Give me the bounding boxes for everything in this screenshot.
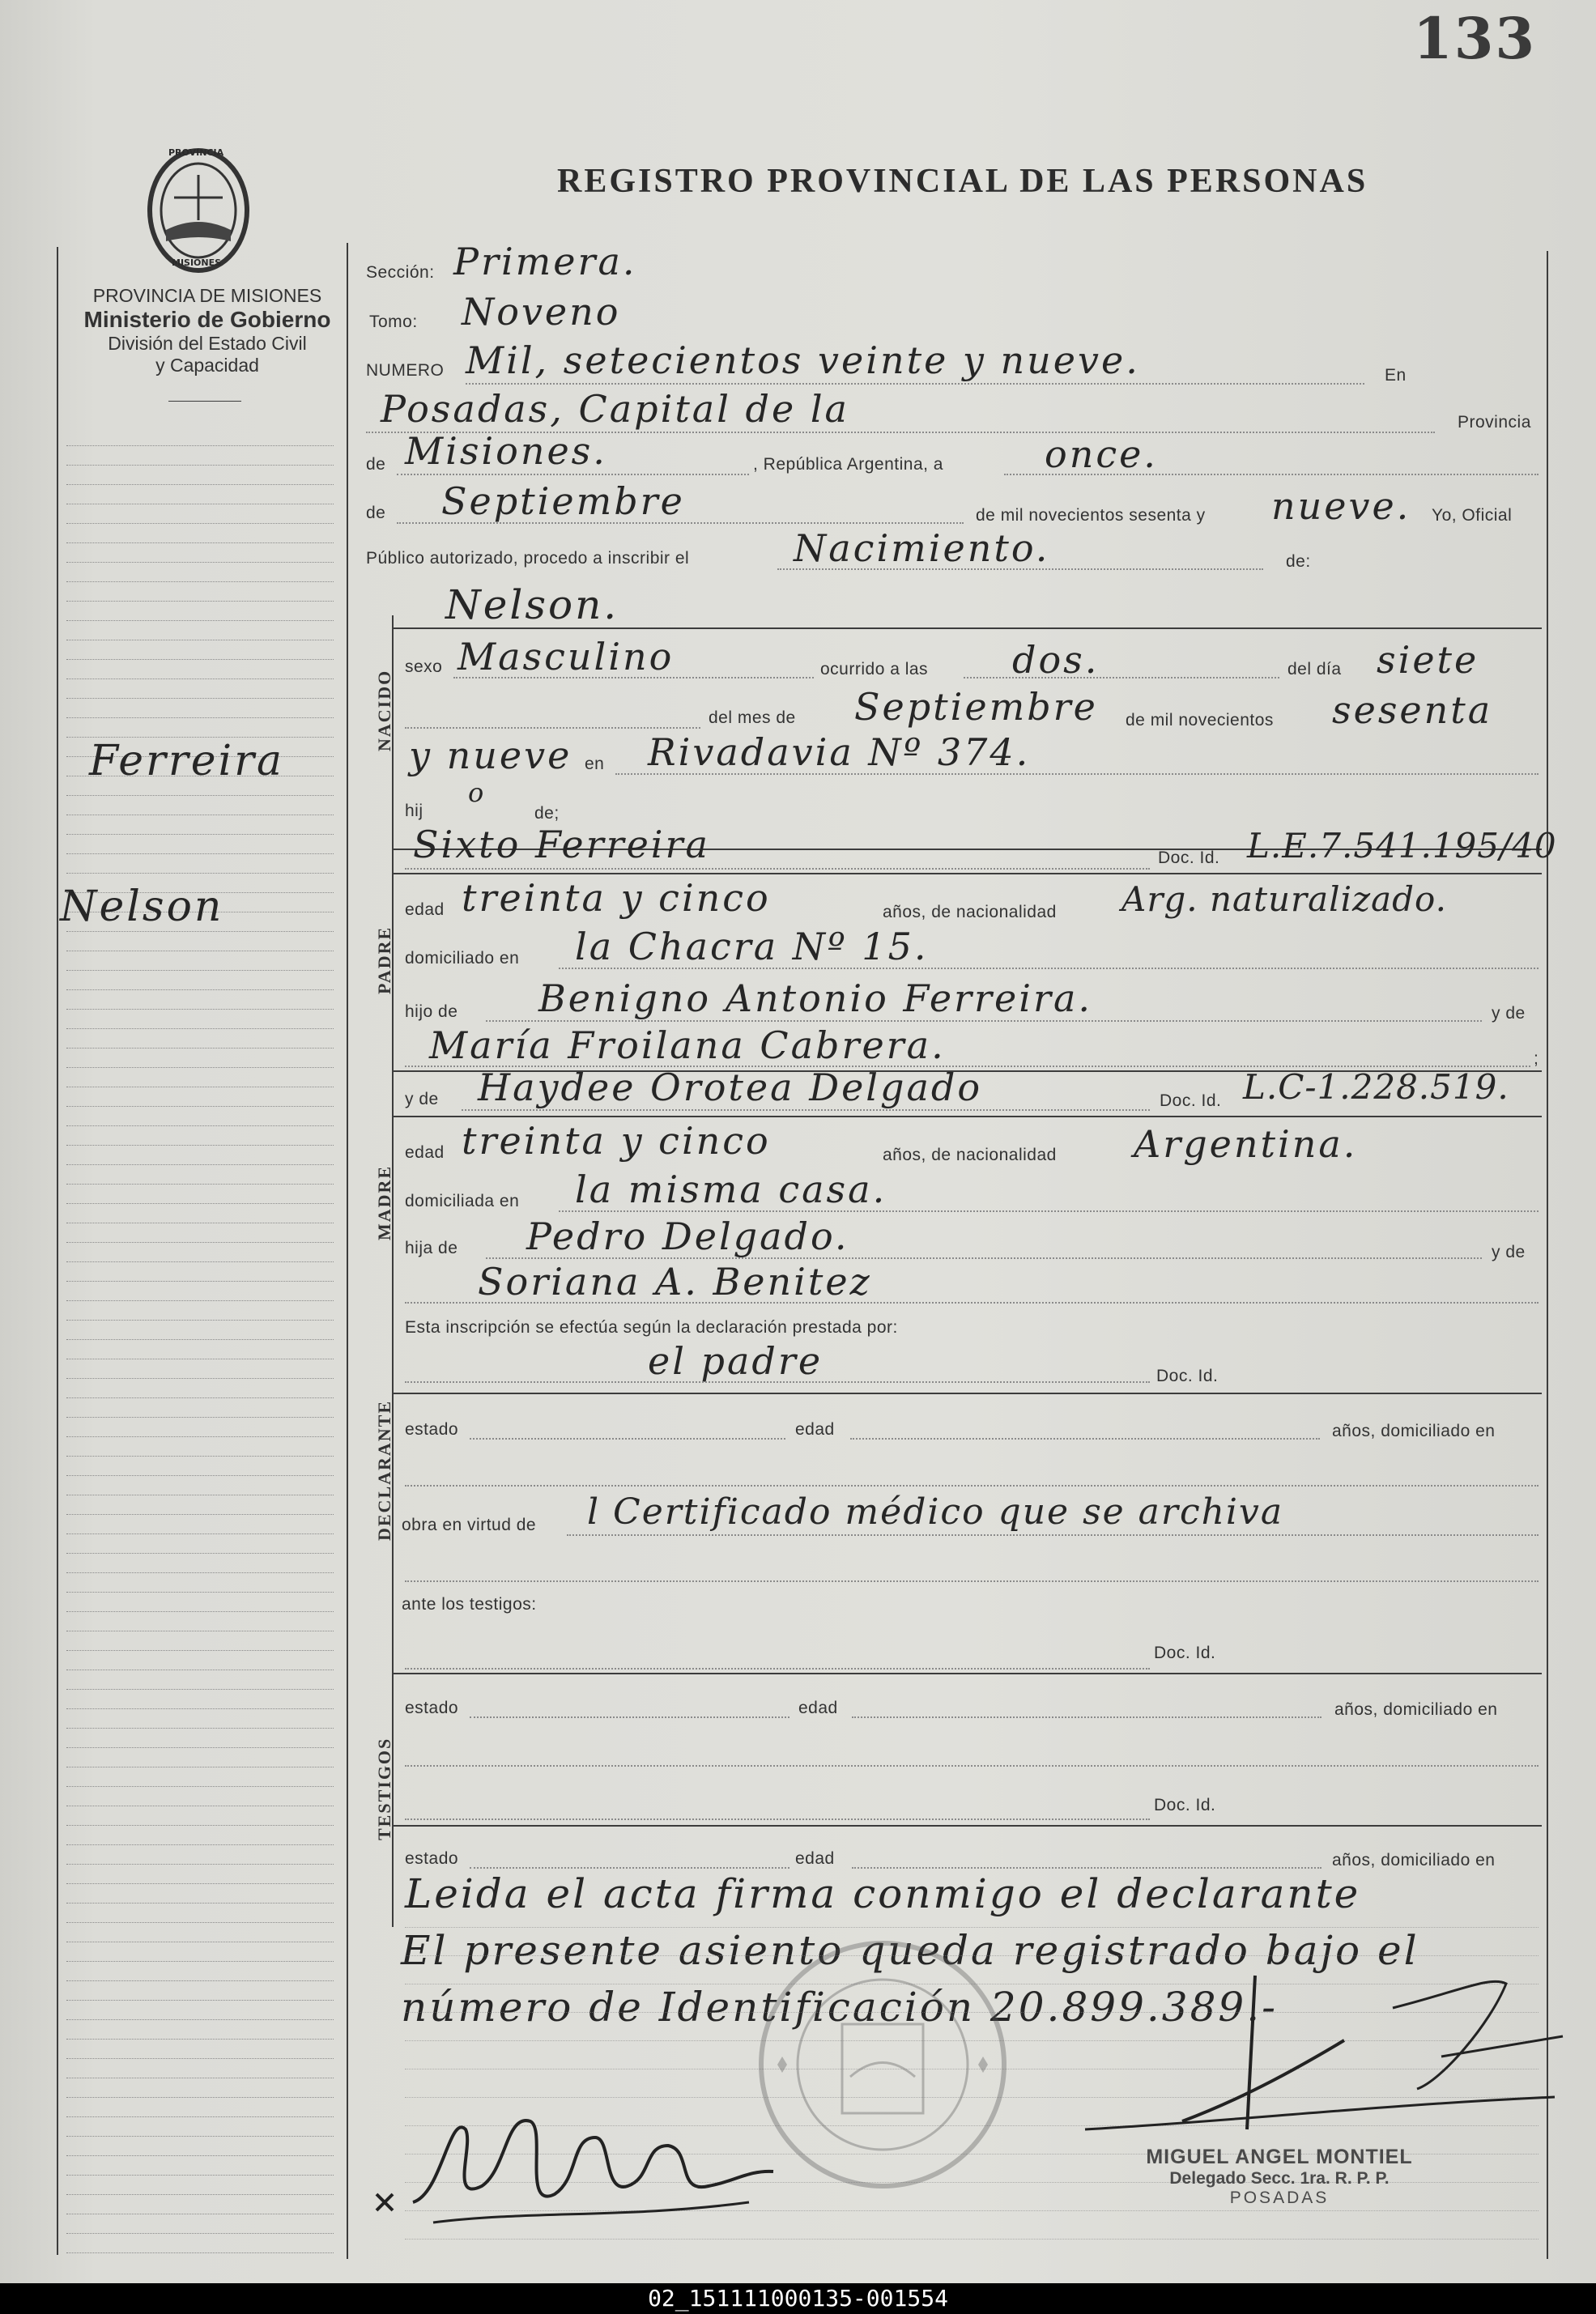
value-sexo: Masculino [458,635,675,678]
official-signature [1036,1959,1571,2170]
label-estado-declarante: estado [405,1420,459,1439]
value-padre-nac: Arg. naturalizado. [1121,879,1447,919]
label-seccion: Sección: [366,263,435,282]
value-mes: Septiembre [441,479,685,523]
ruled-line [66,1689,334,1690]
ruled-line [66,1708,334,1709]
ruled-line [66,484,334,485]
ruled-line [66,523,334,524]
ruled-line [66,2097,334,2098]
agency-line2: Ministerio de Gobierno [83,307,331,332]
section-testigos: TESTIGOS [374,1737,394,1840]
value-madre-dom: la misma casa. [575,1168,887,1211]
label-anos-dom-testigo-2: años, domiciliado en [1332,1851,1496,1869]
margin-surname: Ferreira [89,737,284,785]
ruled-line [66,1533,334,1534]
ruled-line [66,1145,334,1146]
ruled-line [66,1242,334,1243]
label-y-de-1: y de [1492,1004,1526,1023]
label-anos-dom-testigo-1: años, domiciliado en [1334,1700,1498,1719]
left-border [57,247,58,2255]
label-esta-inscripcion: Esta inscripción se efectúa según la declaración prestada por: [405,1318,898,1337]
label-de-2: de [366,504,386,522]
document-title: REGISTRO PROVINCIAL DE LAS PERSONAS [557,163,1368,200]
label-nac-madre: años, de nacionalidad [883,1146,1057,1164]
ruled-line [66,1397,334,1398]
label-en: En [1385,366,1407,385]
value-anio-nac-2: y nueve [409,734,572,777]
ruled-line [66,1067,334,1068]
label-de-1: de [366,455,386,474]
ruled-line [66,1184,334,1185]
ruled-line [66,1728,334,1729]
ruled-line [66,1747,334,1748]
ruled-line [66,2000,334,2001]
ruled-line [66,2155,334,2156]
value-madre-nac: Argentina. [1134,1122,1358,1166]
agency-line4: y Capacidad [155,355,259,376]
ruled-line [66,620,334,621]
label-sexo: sexo [405,657,443,676]
value-provincia: Misiones. [405,429,607,473]
value-dia: once. [1045,432,1158,476]
ruled-line [66,1572,334,1573]
ruled-line [66,1844,334,1845]
ruled-line [66,1592,334,1593]
value-declarante: el padre [648,1339,824,1383]
ruled-line [66,678,334,679]
ruled-line [66,853,334,854]
stamp-line1: MIGUEL ANGEL MONTIEL [1146,2146,1413,2168]
ruled-line [66,1378,334,1379]
value-padre-doc: L.E.7.541.195/40 [1247,826,1557,866]
ruled-line [66,1922,334,1923]
section-nacido: NACIDO [374,669,394,751]
ruled-line [66,1553,334,1554]
ruled-line [66,1417,334,1418]
ruled-line [66,931,334,932]
value-padre-dom: la Chacra Nº 15. [575,925,929,968]
ruled-line [66,659,334,660]
ruled-line [66,2252,334,2253]
value-anio: nueve. [1271,484,1411,528]
ruled-line [66,1261,334,1262]
label-y-de-madre: y de [405,1090,439,1108]
ruled-line [66,1048,334,1049]
label-domiciliado-padre: domiciliado en [405,949,520,968]
ruled-line [66,989,334,990]
label-republica: , República Argentina, a [753,455,943,474]
ruled-line [66,1883,334,1884]
ruled-line [66,1125,334,1126]
label-semicolon: ; [1534,1049,1539,1068]
emblem-text-top: PROVINCIA [168,147,224,158]
ruled-line [66,1106,334,1107]
ruled-line [66,1825,334,1826]
official-seal-icon [753,1935,1012,2194]
agency-line3: División del Estado Civil [108,333,307,354]
ruled-line [66,2058,334,2059]
label-de-colon: de: [1286,552,1311,571]
provincial-emblem-icon [138,146,259,275]
label-tomo: Tomo: [369,313,418,331]
label-de-semicolon: de; [534,804,560,823]
label-del-dia: del día [1287,660,1342,678]
label-estado-testigo-2: estado [405,1849,459,1868]
label-edad-testigo-1: edad [798,1699,838,1717]
label-ante-testigos: ante los testigos: [402,1595,537,1614]
label-doc-testigo-1: Doc. Id. [1154,1644,1216,1662]
value-padre: Sixto Ferreira [413,823,710,866]
value-lugar-nac: Rivadavia Nº 374. [648,730,1031,774]
stamp-line3: POSADAS [1229,2189,1330,2207]
label-del-mes: del mes de [709,708,796,727]
label-doc-testigo-2: Doc. Id. [1154,1796,1216,1814]
value-anio-nac: sesenta [1332,688,1493,732]
ruled-line [66,1320,334,1321]
ruled-line [66,970,334,971]
footer-id: 02_151111000135-001554 [0,2283,1596,2314]
label-hijo-de: hijo de [405,1002,458,1021]
value-hij-suffix: o [468,777,487,808]
emblem-text-bottom: MISIONES [172,257,222,268]
label-edad-madre: edad [405,1143,445,1162]
value-padre-edad: treinta y cinco [462,876,771,920]
label-domiciliada: domiciliada en [405,1192,520,1210]
value-madre: Haydee Orotea Delgado [478,1066,983,1109]
label-edad-testigo-2: edad [795,1849,835,1868]
declarant-signature [368,2081,789,2243]
label-numero: NUMERO [366,361,445,380]
ruled-line [66,1028,334,1029]
value-madre-madre: Soriana A. Benitez [478,1260,872,1304]
agency-line1: PROVINCIA DE MISIONES [92,285,322,306]
ruled-line [66,1009,334,1010]
value-mes-nac: Septiembre [854,685,1098,729]
ruled-line [66,2233,334,2234]
ruled-line [66,542,334,543]
label-y-de-2: y de [1492,1243,1526,1261]
ruled-line [66,1650,334,1651]
section-madre: MADRE [374,1164,394,1240]
label-ocurrido: ocurrido a las [820,660,929,678]
value-padre-madre: María Froilana Cabrera. [429,1023,946,1067]
ruled-line [405,1927,1539,1928]
value-acto: Nacimiento. [794,526,1050,570]
value-numero: Mil, setecientos veinte y nueve. [466,338,1140,382]
value-madre-doc: L.C-1.228.519. [1243,1067,1509,1107]
ruled-line [66,2019,334,2020]
label-edad-padre: edad [405,900,445,919]
ruled-line [66,2116,334,2117]
stamp-line2: Delegado Secc. 1ra. R. P. P. [1169,2169,1390,2188]
ruled-line [66,601,334,602]
ruled-line [66,581,334,582]
label-doc-madre: Doc. Id. [1160,1091,1222,1110]
ruled-line [66,1514,334,1515]
label-en-lugar: en [585,755,605,773]
label-provincia: Provincia [1458,413,1531,432]
label-estado-testigo-1: estado [405,1699,459,1717]
ruled-line [66,698,334,699]
label-obra: obra en virtud de [402,1516,537,1534]
ruled-line [66,1164,334,1165]
label-mil-novecientos-2: de mil novecientos [1126,711,1274,730]
label-mil-novecientos: de mil novecientos sesenta y [976,506,1206,525]
ruled-line [66,2175,334,2176]
label-yo-oficial: Yo, Oficial [1432,506,1513,525]
ruled-line [66,1436,334,1437]
ruled-line [66,1339,334,1340]
ruled-line [66,2039,334,2040]
value-padre-padre: Benigno Antonio Ferreira. [538,976,1093,1020]
ruled-line [66,1203,334,1204]
value-madre-edad: treinta y cinco [462,1119,771,1163]
label-nac-padre: años, de nacionalidad [883,903,1057,921]
ruled-line [66,1456,334,1457]
ruled-line [66,873,334,874]
ruled-line [66,1786,334,1787]
ruled-line [66,1903,334,1904]
label-edad-declarante: edad [795,1420,835,1439]
label-hija-de: hija de [405,1239,458,1257]
ruled-line [66,834,334,835]
ruled-line [66,1300,334,1301]
note-line-2: El presente asiento queda registrado bajo el [401,1927,1419,1974]
ruled-line [66,1961,334,1962]
col-divider [347,243,348,2259]
ruled-line [66,1864,334,1865]
label-publico: Público autorizado, procedo a inscribir el [366,549,690,568]
official-stamp [1109,2146,1449,2208]
value-tomo: Noveno [462,290,621,334]
label-anos-dom-declarante: años, domiciliado en [1332,1422,1496,1440]
value-madre-padre: Pedro Delgado. [526,1214,849,1258]
value-obra: l Certificado médico que se archiva [587,1491,1284,1533]
note-line-1: Leida el acta firma conmigo el declarante [405,1870,1361,1917]
right-border [1547,251,1548,2259]
agency-block [57,285,358,376]
label-hij: hij [405,802,423,820]
ruled-line [66,1475,334,1476]
label-doc-declarante: Doc. Id. [1156,1367,1219,1385]
value-hora: dos. [1012,638,1100,682]
value-nombre: Nelson. [445,581,619,628]
note-line-3: número de Identificación 20.899.389.- [401,1984,1278,2031]
label-doc-padre: Doc. Id. [1158,849,1220,867]
ruled-line [66,2136,334,2137]
ruled-line [66,562,334,563]
margin-given-name: Nelson [60,883,224,931]
ruled-line [66,1281,334,1282]
ruled-line [66,1611,334,1612]
section-declarante: DECLARANTE [374,1399,394,1541]
value-seccion: Primera. [453,240,637,283]
ruled-line [66,717,334,718]
page-number: 133 [1413,5,1537,72]
ruled-line [66,1980,334,1981]
ruled-line [66,2194,334,2195]
ruled-line [66,795,334,796]
ruled-line [66,465,334,466]
ruled-line [66,445,334,446]
value-dia-nac: siete [1377,638,1479,682]
section-padre: PADRE [374,925,394,994]
value-lugar: Posadas, Capital de la [381,387,849,431]
